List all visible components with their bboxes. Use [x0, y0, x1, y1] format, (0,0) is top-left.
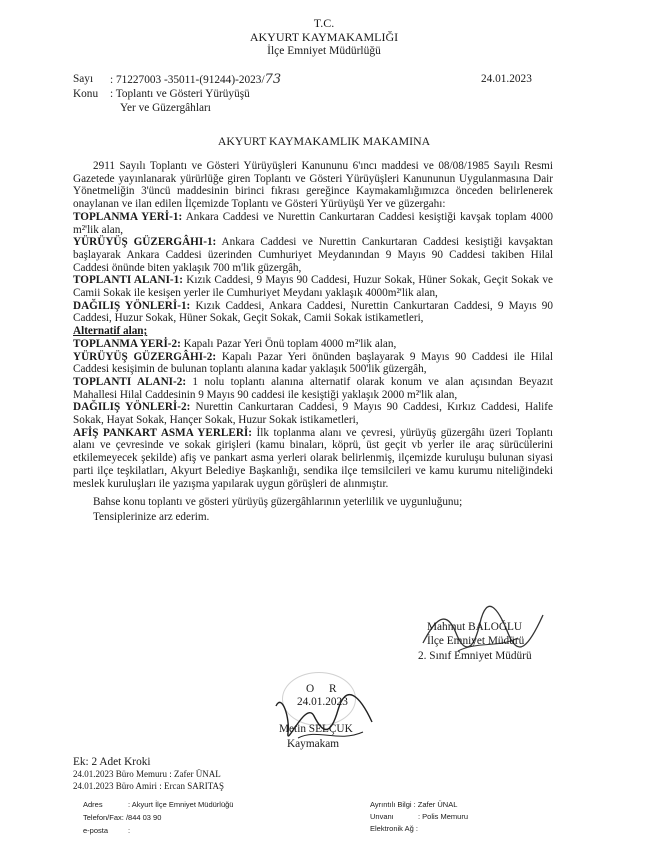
document-date: 24.01.2023 — [481, 73, 532, 85]
text-toplanti-1: Kızık Caddesi, 9 Mayıs 90 Caddesi, Huzur Sokak, Hüner Sokak, Geçit Sokak ve Camii Sokak ile kesişen yerler ile Cumhuriyet Meydanı yaklaşık 4000m²'lik alan, — [73, 274, 553, 300]
text-toplanma-2: Kapalı Pazar Yeri Önü toplam 4000 m²'lik alan, — [180, 337, 397, 350]
konu-label: Konu — [73, 88, 99, 100]
paragraph-yuruyus-2 — [73, 351, 553, 376]
approval-title: Kaymakam — [287, 738, 340, 750]
text-yuruyus-2: Kapalı Pazar Yeri önünden başlayarak 9 Mayıs 90 Caddesi ile Hilal Caddesi kesişimin de bulunan toplantı alanına kadar yaklaşık 500'lik güzergâh, — [73, 350, 553, 376]
label-yuruyus-2: YÜRÜYÜŞ GÜZERGÂHI-2: — [73, 350, 217, 363]
title-label: Unvanı — [370, 812, 394, 821]
approval-label: O R — [306, 683, 343, 695]
closing-line-2: Tensiplerinize arz ederim. — [93, 510, 210, 523]
text-dagilis-1: Kızık Caddesi, Ankara Caddesi, Nurettin Cankurtaran Caddesi, 9 Mayıs 90 Caddesi, Huzur Sokak, Hüner Sokak, Geçit Sokak, Camii Sokak istikametleri, — [73, 299, 553, 325]
address-label: Adres — [83, 800, 103, 809]
approval-date: 24.01.2023 — [297, 696, 348, 708]
paragraph-toplanma-2 — [73, 338, 553, 351]
label-toplanma-2: TOPLANMA YERİ-2: — [73, 337, 181, 350]
email-value: : — [128, 826, 131, 835]
text-yuruyus-1: Ankara Caddesi ve Nurettin Cankurtaran Caddesi kesiştiği kavşaktan başlayarak Ankara Caddesi üzerinden Cumhuriyet Meydanından 9 Mayıs 90 Caddesi takiben Hilal Caddesi önünde biten yaklaşık 700 m'lik güzergâh, — [73, 236, 553, 274]
paragraph-toplanma-1 — [73, 211, 553, 236]
text-dagilis-2: Nurettin Cankurtaran Caddesi, 9 Mayıs 90 Caddesi, Kırkız Caddesi, Halife Sokak, Hayat Sokak, Hançer Sokak, Huzur Sokak istikametleri, — [73, 401, 553, 427]
label-afis: AFİŞ PANKART ASMA YERLERİ: — [73, 426, 253, 439]
phone-fax: Telefon/Fax: /844 03 90 — [83, 813, 162, 822]
paragraph-afis — [73, 427, 553, 491]
paragraph-yuruyus-1 — [73, 236, 553, 274]
header-institution: AKYURT KAYMAKAMLIĞI — [249, 30, 399, 44]
title-value: : Polis Memuru — [418, 812, 469, 821]
signer-title-1: İlçe Emniyet Müdürü — [427, 635, 525, 647]
paragraph-dagilis-2 — [73, 401, 553, 426]
signer-title-2: 2. Sınıf Emniyet Müdürü — [418, 650, 532, 662]
text-toplanti-2: 1 nolu toplantı alanına alternatif olarak konum ve alan açısından Beyazıt Mahallesi Hilal Caddesinin 9 Mayıs 90 caddesi ile kesiştiği yaklaşık 2000 m²'lik alan, — [73, 375, 553, 401]
paragraph-toplanti-2 — [73, 376, 553, 401]
approval-name: Metin SELÇUK — [279, 723, 353, 735]
intro-paragraph: 2911 Sayılı Toplantı ve Gösteri Yürüyüşleri Kanununu 6'ıncı maddesi ve 08/08/1985 Sayılı Resmi Gazetede yayınlanarak yürürlüğe giren Toplantı ve Gösteri Yürüyüşleri Kanununun Uygulanmasına Dair Yönetmeliğin 3'üncü maddesinin birinci fıkrası gereğince Kaymakamlığımızca önceden belirlenerek onaylanan ve ilan edilen İlçemizde Toplantı ve Gösteri Yürüyüşü Yer ve güzergahı: — [73, 160, 553, 211]
address-value: : Akyurt İlçe Emniyet Müdürlüğü — [128, 800, 234, 809]
email-label: e-posta — [83, 826, 109, 835]
detail-contact: Ayrıntılı Bilgi : Zafer ÜNAL — [370, 800, 458, 809]
label-yuruyus-1: YÜRÜYÜŞ GÜZERGÂHI-1: — [73, 236, 217, 249]
document-body — [73, 160, 553, 524]
label-toplanti-2: TOPLANTI ALANI-2: — [73, 375, 187, 388]
label-dagilis-1: DAĞILIŞ YÖNLERİ-1: — [73, 299, 191, 312]
sayi-number: : 71227003 -35011-(91244)-2023/ — [110, 74, 265, 86]
signer-name: Mahmut BALOĞLU — [427, 621, 523, 633]
staff-line-2: 24.01.2023 Büro Amiri : Ercan SARITAŞ — [73, 781, 225, 791]
electronic-network: Elektronik Ağ : — [370, 824, 418, 833]
header-tc: T.C. — [313, 16, 335, 30]
sayi-handwritten: 73 — [264, 72, 282, 87]
sayi-value — [110, 73, 281, 87]
header-department: İlçe Emniyet Müdürlüğü — [267, 45, 381, 57]
closing-line-1: Bahse konu toplantı ve gösteri yürüyüş güzergâhlarının yeterlilik ve uygunluğunu; — [93, 496, 463, 509]
text-toplanma-1: Ankara Caddesi ve Nurettin Cankurtaran Caddesi kesiştiği kavşak toplam 4000 m²'lik alan, — [73, 210, 553, 236]
paragraph-dagilis-1 — [73, 300, 553, 325]
attachment-note: Ek: 2 Adet Kroki — [73, 756, 151, 768]
konu-line2: Yer ve Güzergâhları — [120, 102, 211, 114]
sayi-label: Sayı — [73, 73, 94, 85]
label-dagilis-2: DAĞILIŞ YÖNLERİ-2: — [73, 401, 191, 414]
label-toplanti-1: TOPLANTI ALANI-1: — [73, 274, 183, 287]
label-toplanma-1: TOPLANMA YERİ-1: — [73, 210, 183, 223]
label-alternatif: Alternatif alan; — [73, 325, 148, 338]
paragraph-toplanti-1 — [73, 274, 553, 299]
text-afis: İlk toplanma alanı ve çevresi, yürüyüş güzergâhı üzeri Toplantı alanı ve çevresinde ve sokak girişleri (kamu binaları, köprü, üst geçit vb yerler ile araç sürücülerini etkilemeyecek şekilde) afiş ve pankart asma yerleri olarak belirlenmiş, ilçemizde kuruluşu bulunan siyasi parti ilçe teşkilatları, Akyurt Belediye Başkanlığı, sendika ilçe temsilcileri ve kamu kurumu niteliğindeki meslek kuruluşları ile yazışma yapılarak uygun görüşleri de alınmıştır. — [73, 426, 553, 490]
addressee: AKYURT KAYMAKAMLIK MAKAMINA — [217, 134, 431, 148]
paragraph-alternatif — [73, 325, 553, 338]
staff-line-1: 24.01.2023 Büro Memuru : Zafer ÜNAL — [73, 769, 221, 779]
konu-line1: : Toplantı ve Gösteri Yürüyüşü — [110, 88, 250, 100]
